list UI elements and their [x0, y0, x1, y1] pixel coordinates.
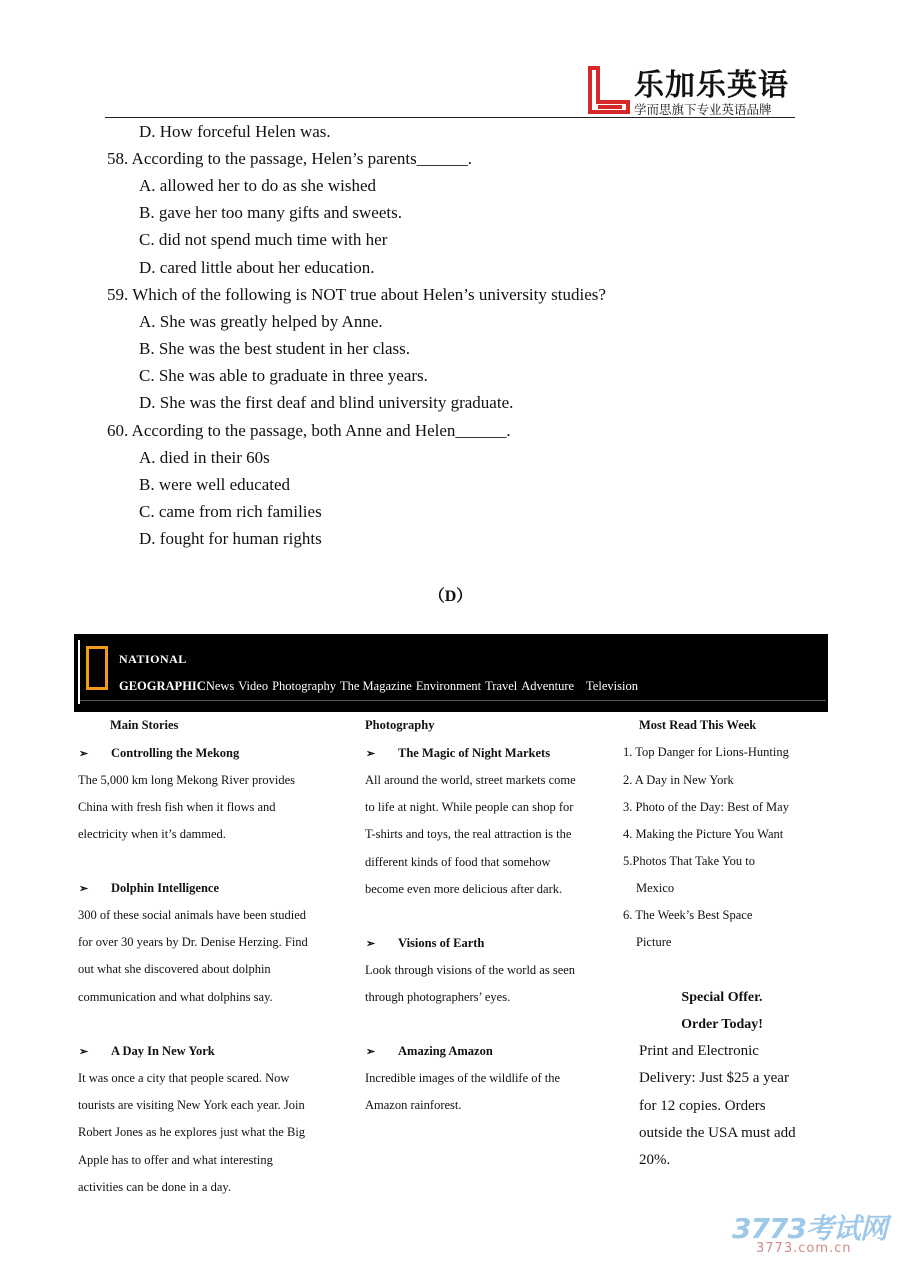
ng-nav-bar: [119, 679, 642, 694]
ng-banner-edge: [78, 640, 80, 704]
most-read-heading: Most Read This Week: [639, 718, 757, 732]
story-title-dolphin[interactable]: ➢ Dolphin Intelligence: [79, 881, 219, 895]
ng-geographic-label: GEOGRAPHIC: [119, 679, 206, 693]
arrow-bullet-icon: ➢: [366, 748, 376, 760]
q60-stem: 60. According to the passage, both Anne and Helen______.: [107, 421, 511, 440]
nav-item-environment[interactable]: Environment: [415, 679, 482, 693]
story-body-new-york: It was once a city that people scared. Now tourists are visiting New York each year. Join Robert Jones as he explores just what the Big Apple has to offer and what interesting activities can be done in a day.: [78, 1071, 306, 1194]
q60-option-b: B. were well educated: [139, 475, 291, 494]
most-read-item[interactable]: 6. The Week’s Best Space: [623, 908, 753, 922]
section-label: （D）: [428, 588, 473, 605]
nav-item-news[interactable]: News: [205, 679, 235, 693]
q58-stem: 58. According to the passage, Helen’s parents______.: [107, 149, 472, 168]
story-title-mekong[interactable]: ➢ Controlling the Mekong: [79, 746, 240, 760]
nav-item-television[interactable]: Television: [586, 679, 638, 693]
most-read-item[interactable]: 1. Top Danger for Lions-Hunting: [623, 745, 789, 759]
arrow-bullet-icon: ➢: [79, 748, 89, 760]
story-title-visions-of-earth[interactable]: ➢ Visions of Earth: [366, 936, 485, 950]
q59-stem: 59. Which of the following is NOT true about Helen’s university studies?: [107, 285, 606, 304]
arrow-bullet-icon: ➢: [366, 1046, 376, 1058]
story-body-mekong: The 5,000 km long Mekong River provides China with fresh fish when it flows and electricity when it’s dammed.: [78, 773, 295, 842]
q57-option-d: D. How forceful Helen was.: [139, 122, 331, 141]
q58-option-b: B. gave her too many gifts and sweets.: [139, 203, 402, 222]
most-read-item-cont[interactable]: Mexico: [636, 881, 675, 895]
main-stories-heading: Main Stories: [110, 718, 179, 732]
story-body-visions-of-earth: Look through visions of the world as seen through photographers’ eyes.: [365, 963, 576, 1005]
ng-national-label: NATIONAL: [119, 652, 187, 666]
ng-banner-rule: [80, 700, 826, 701]
most-read-item[interactable]: 3. Photo of the Day: Best of May: [623, 800, 789, 814]
offer-body: Print and Electronic Delivery: Just $25 a year for 12 copies. Orders outside the USA must add 20%.: [639, 1043, 796, 1169]
offer-title-line1: Special Offer.: [681, 990, 763, 1005]
offer-title-line2[interactable]: Order Today!: [681, 1017, 763, 1032]
nav-item-travel[interactable]: Travel: [485, 679, 518, 693]
q58-option-c: C. did not spend much time with her: [139, 230, 388, 249]
nav-item-the-magazine[interactable]: The Magazine: [339, 679, 412, 693]
story-title-night-markets[interactable]: ➢ The Magic of Night Markets: [366, 746, 551, 760]
nav-item-photography[interactable]: Photography: [272, 679, 336, 693]
q59-option-c: C. She was able to graduate in three years.: [139, 366, 428, 385]
q58-option-d: D. cared little about her education.: [139, 258, 375, 277]
story-body-amazing-amazon: Incredible images of the wildlife of the Amazon rainforest.: [365, 1071, 561, 1113]
q58-option-a: A. allowed her to do as she wished: [139, 176, 377, 195]
q59-option-d: D. She was the first deaf and blind university graduate.: [139, 393, 514, 412]
most-read-item-cont[interactable]: Picture: [636, 935, 672, 949]
watermark-url: 3773.com.cn: [756, 1241, 852, 1256]
arrow-bullet-icon: ➢: [366, 938, 376, 950]
story-title-new-york[interactable]: ➢ A Day In New York: [79, 1044, 215, 1058]
watermark-logo: 3773考试网: [732, 1212, 887, 1245]
brand-logo-icon: [586, 64, 632, 116]
photography-heading: Photography: [365, 718, 435, 732]
q59-option-a: A. She was greatly helped by Anne.: [139, 312, 383, 331]
story-body-night-markets: All around the world, street markets come to life at night. While people can shop for T-shirts and toys, the real attraction is the different kinds of food that somehow become even more delicious after dark.: [365, 773, 576, 896]
q60-option-a: A. died in their 60s: [139, 448, 270, 467]
brand-subtitle: 学而思旗下专业英语品牌: [634, 102, 772, 117]
nav-item-video[interactable]: Video: [238, 679, 269, 693]
most-read-item[interactable]: 4. Making the Picture You Want: [623, 827, 784, 841]
q60-option-c: C. came from rich families: [139, 502, 322, 521]
q59-option-b: B. She was the best student in her class.: [139, 339, 411, 358]
q60-option-d: D. fought for human rights: [139, 529, 322, 548]
most-read-item[interactable]: 2. A Day in New York: [623, 773, 734, 787]
arrow-bullet-icon: ➢: [79, 883, 89, 895]
nav-item-adventure[interactable]: Adventure: [521, 679, 575, 693]
story-body-dolphin: 300 of these social animals have been studied for over 30 years by Dr. Denise Herzing. Find out what she discovered about dolphin communication and what dolphins say.: [78, 908, 308, 1004]
most-read-item[interactable]: 5.Photos That Take You to: [623, 854, 756, 868]
arrow-bullet-icon: ➢: [79, 1046, 89, 1058]
story-title-amazing-amazon[interactable]: ➢ Amazing Amazon: [366, 1044, 493, 1058]
header-divider: [105, 117, 795, 118]
brand-title: 乐加乐英语: [634, 68, 789, 103]
ng-yellow-border-icon: [86, 646, 108, 690]
